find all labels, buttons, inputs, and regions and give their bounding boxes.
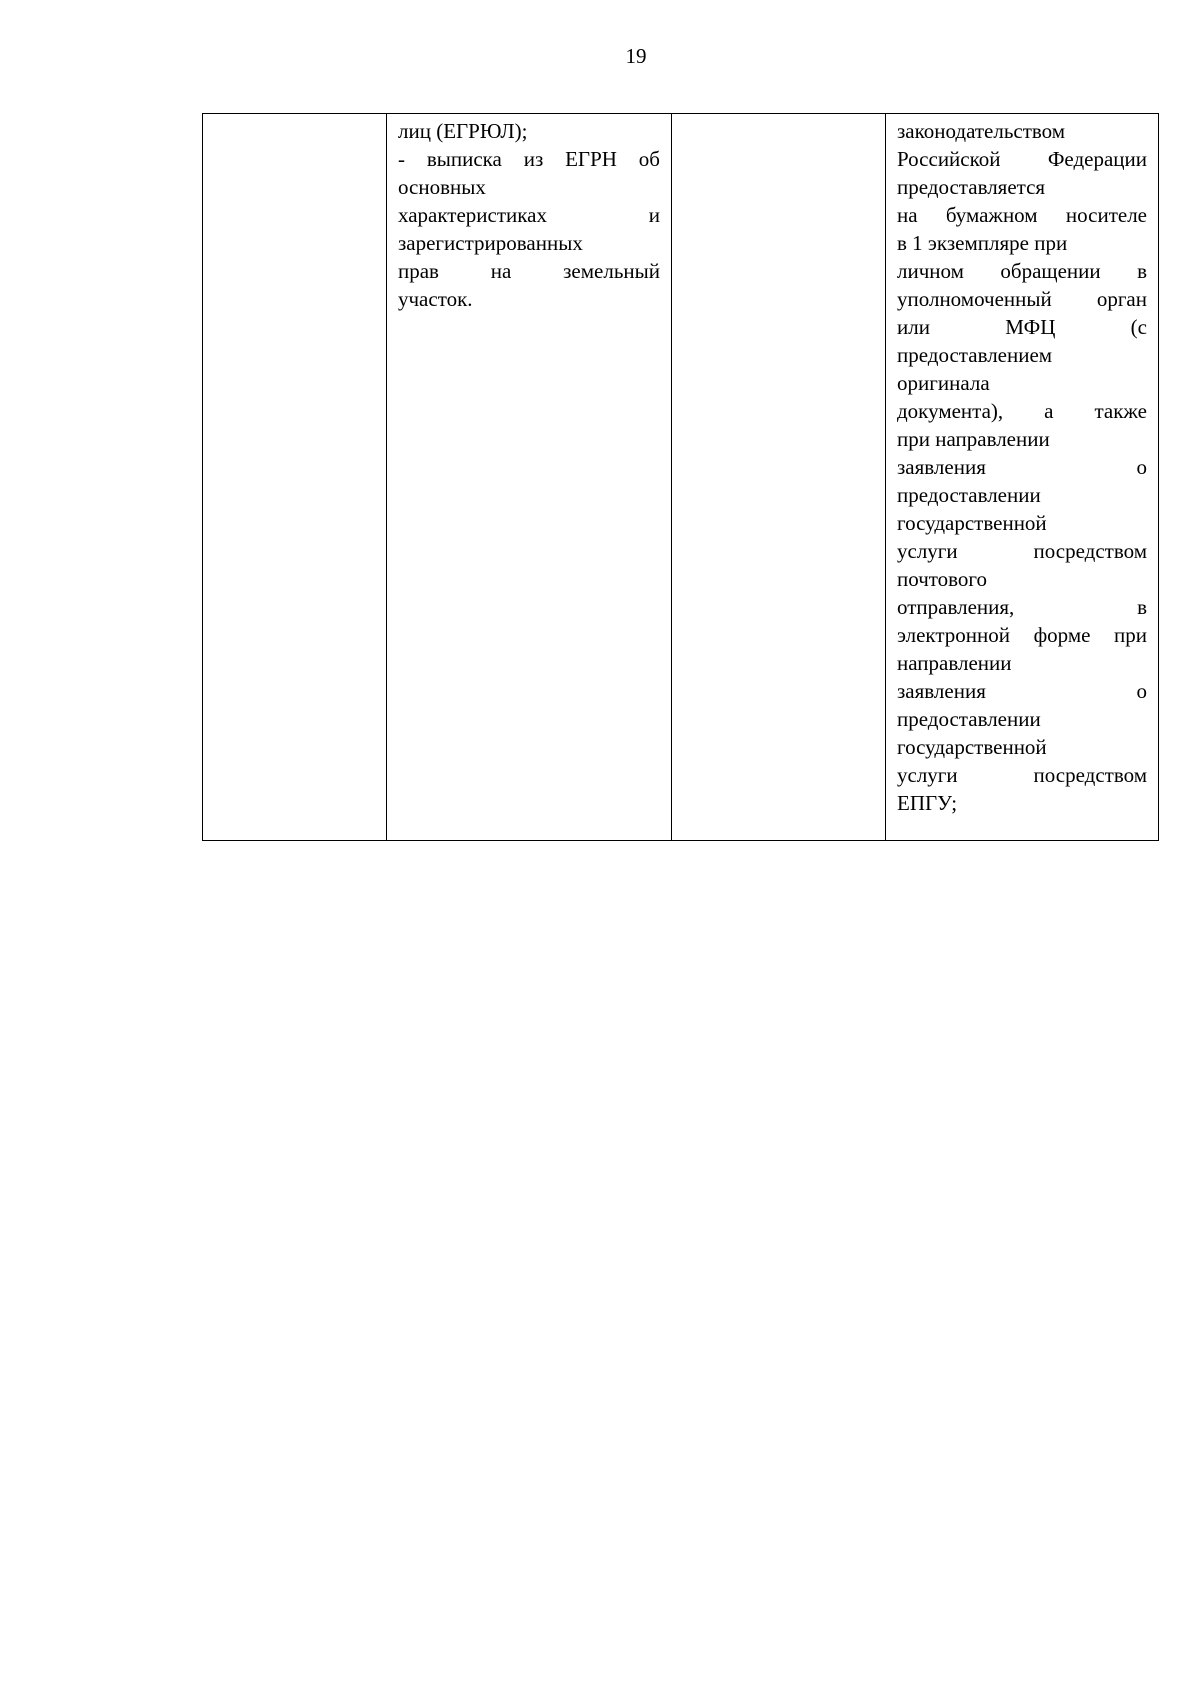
page-number: 19 [625, 44, 647, 68]
text-line: ЕПГУ; [897, 791, 958, 815]
cell-text-submission-method [897, 117, 1147, 817]
text-line: отправления, в [897, 595, 1147, 619]
table-cell-col2 [387, 114, 672, 841]
table-cell-col4 [886, 114, 1159, 841]
text-line: в 1 экземпляре при [897, 231, 1068, 255]
text-line: услуги посредством [897, 763, 1147, 787]
text-line: или МФЦ (с [897, 315, 1147, 339]
text-line: заявления о [897, 455, 1147, 479]
text-line: электронной форме при [897, 623, 1147, 647]
text-line: уполномоченный орган [897, 287, 1147, 311]
text-line: оригинала [897, 371, 990, 395]
text-line: предоставляется [897, 175, 1046, 199]
text-line: предоставлением [897, 343, 1053, 367]
text-line: основных [398, 175, 486, 199]
text-line: направлении [897, 651, 1012, 675]
text-line: при направлении [897, 427, 1050, 451]
text-line: предоставлении [897, 707, 1041, 731]
text-line: участок. [398, 287, 473, 311]
text-line: лиц (ЕГРЮЛ); [398, 119, 528, 143]
table-cell-col3 [672, 114, 886, 841]
text-line: прав на земельный [398, 259, 660, 283]
text-line: почтового [897, 567, 988, 591]
table-row [203, 114, 1159, 841]
text-line: государственной [897, 511, 1047, 535]
text-line: Российской Федерации [897, 147, 1147, 171]
table-cell-col1 [203, 114, 387, 841]
text-line: личном обращении в [897, 259, 1147, 283]
text-line: услуги посредством [897, 539, 1147, 563]
document-table [202, 113, 1159, 841]
cell-text-documents [398, 117, 660, 313]
text-line: документа), а также [897, 399, 1147, 423]
text-line: - выписка из ЕГРН об [398, 147, 660, 171]
text-line: заявления о [897, 679, 1147, 703]
text-line: на бумажном носителе [897, 203, 1147, 227]
text-line: характеристиках и [398, 203, 660, 227]
text-line: зарегистрированных [398, 231, 583, 255]
text-line: законодательством [897, 119, 1066, 143]
text-line: предоставлении [897, 483, 1041, 507]
text-line: государственной [897, 735, 1047, 759]
